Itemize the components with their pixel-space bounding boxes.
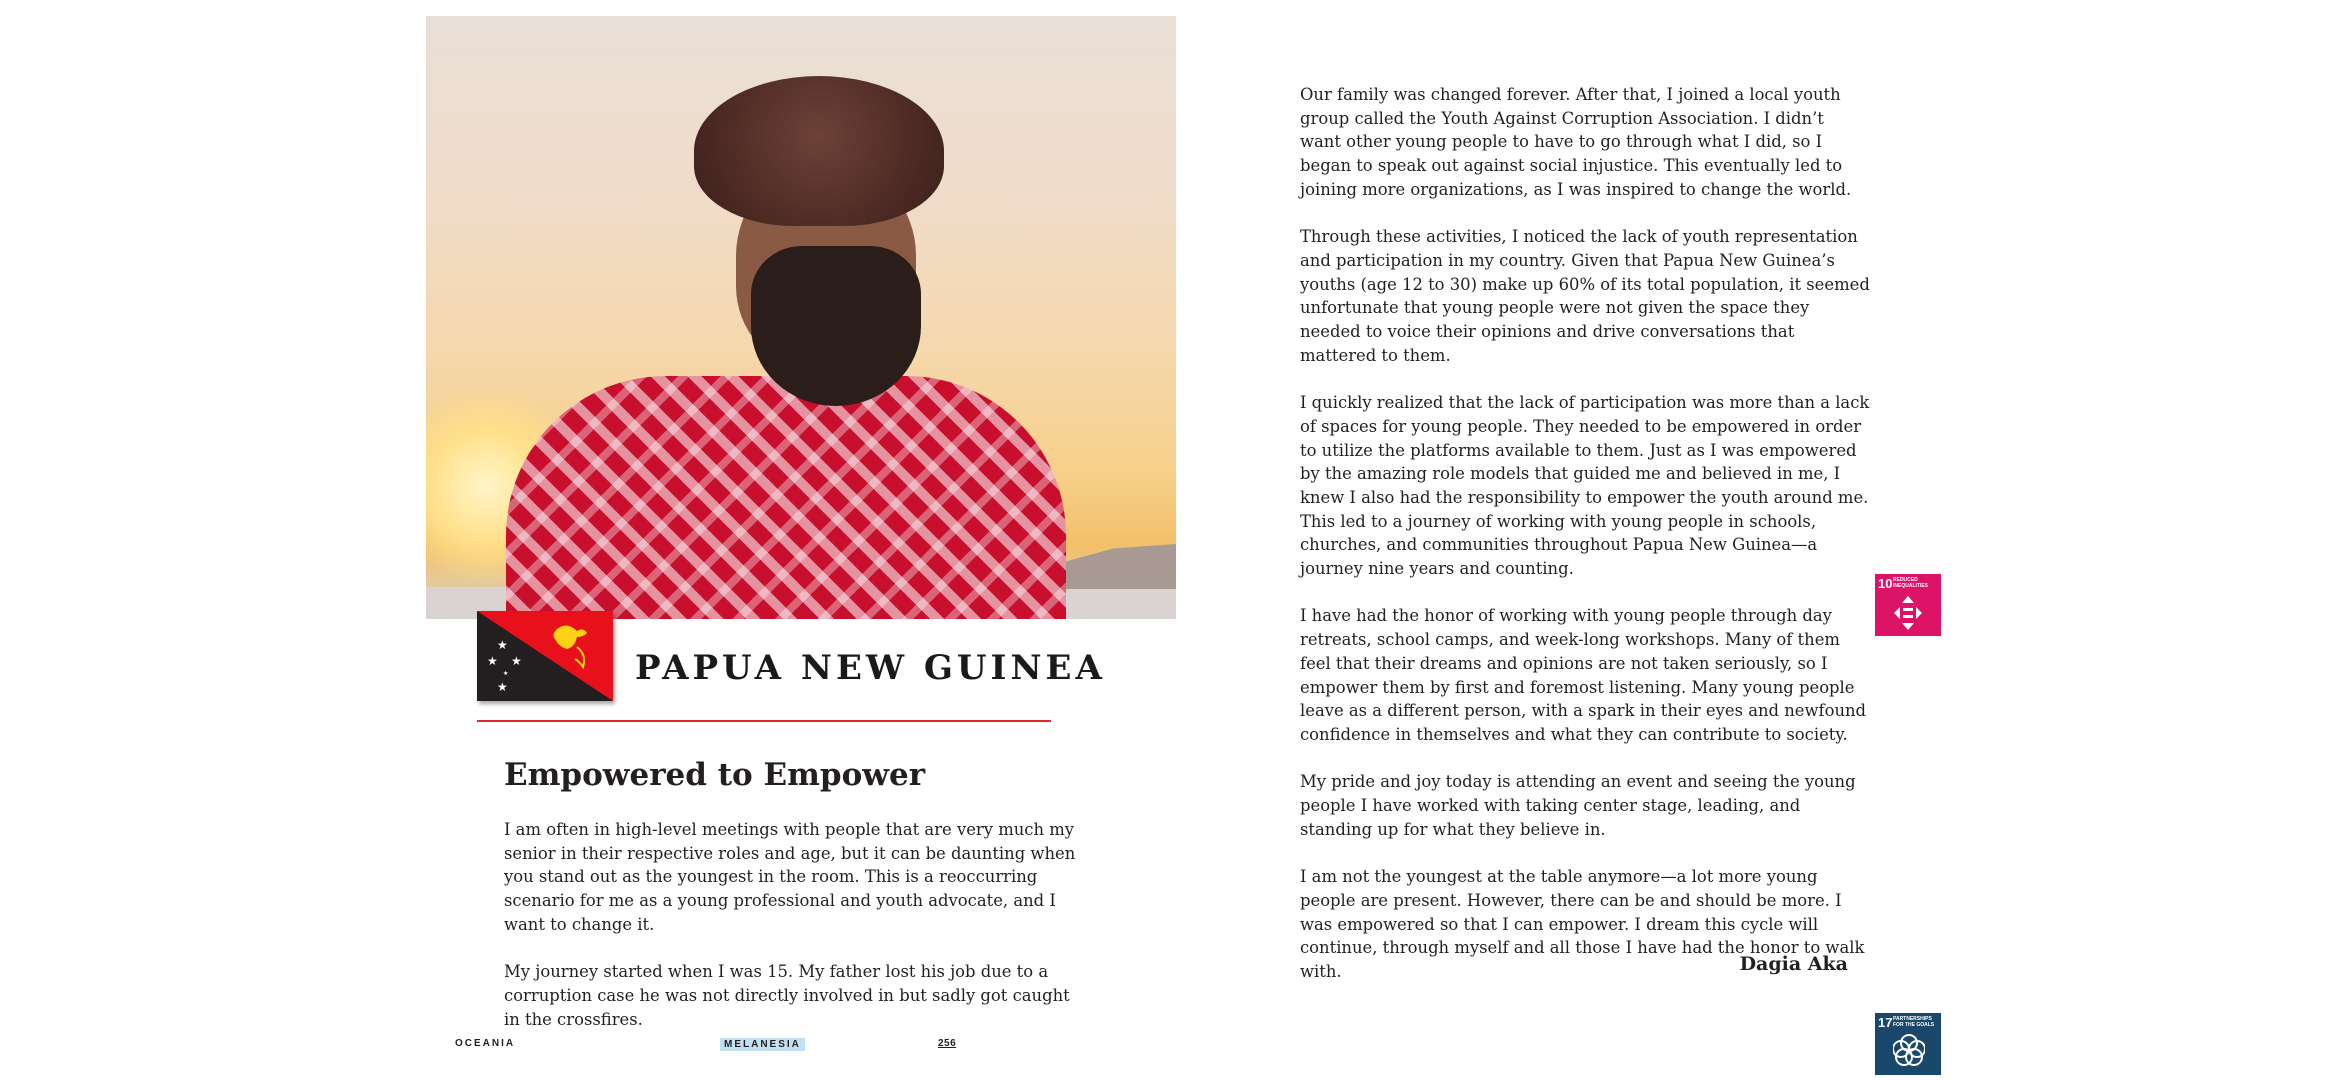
partnerships-icon [1893, 1033, 1925, 1067]
paragraph: I am often in high-level meetings with people that are very much my senior in their respective roles and age, but it can be daunting when you stand out as the youngest in the room. This is a reoccurring scenario for me as a young professional and youth advocate, and I want to change it. [504, 820, 1076, 934]
paragraph: I quickly realized that the lack of participation was more than a lack of spaces for young people. They needed to be empowered in order to utilize the platforms available to them. Just as I was empowered by the amazing role models that guided me and believed in me, I knew I also had the responsibility to empower the youth around me. This led to a journey of working with young people in schools, churches, and communities throughout Papua New Guinea—a journey nine years and counting. [1300, 393, 1870, 579]
right-column [1300, 83, 1870, 1007]
story-title: Empowered to Empower [504, 757, 926, 793]
paragraph: I have had the honor of working with young people through day retreats, school camps, and week-long workshops. Many of them feel that their dreams and opinions are not taken seriously, so I empower them by first and foremost listening. Many young people leave as a different person, with a spark in their eyes and newfound confidence in themselves and what they can contribute to society. [1300, 606, 1867, 744]
patterned-shirt [506, 376, 1066, 619]
reduced-inequalities-icon [1893, 594, 1923, 632]
portrait-beard [751, 246, 921, 406]
hero-photo [426, 16, 1176, 619]
sdg-number: 17 [1878, 1015, 1893, 1030]
svg-text:★: ★ [511, 654, 522, 668]
svg-text:★: ★ [497, 680, 508, 694]
sdg-label-line1: REDUCED [1893, 577, 1918, 583]
portrait-hair [694, 76, 944, 226]
sdg-label-line2: FOR THE GOALS [1893, 1022, 1935, 1028]
divider-line [477, 720, 1051, 722]
paragraph: Through these activities, I noticed the lack of youth representation and participation in my country. Given that Papua New Guinea’s youths (age 12 to 30) make up 60% of its total population, it seemed unfortunate that young people were not given the space they needed to voice their opinions and drive conversations that mattered to them. [1300, 227, 1870, 365]
svg-text:★: ★ [497, 638, 508, 652]
paragraph: I am not the youngest at the table anymore—a lot more young people are present. However, there can be and should be more. I was empowered so that I can empower. I dream this cycle will continue, through myself and all those I have had the honor to walk with. [1300, 867, 1865, 981]
sdg-number: 10 [1878, 576, 1893, 591]
svg-text:★: ★ [503, 670, 509, 677]
paragraph: Our family was changed forever. After that, I joined a local youth group called the Youth Against Corruption Association. I didn’t want other young people to have to go through what I did, so I began to speak out against social injustice. This eventually led to joining more organizations, as I was inspired to change the world. [1300, 85, 1852, 199]
sdg-label-line1: PARTNERSHIPS [1893, 1016, 1932, 1022]
sdg-label-line2: INEQUALITIES [1893, 583, 1929, 589]
footer-region: OCEANIA [455, 1038, 516, 1049]
paragraph: My pride and joy today is attending an event and seeing the young people I have worked with taking center stage, leading, and standing up for what they believe in. [1300, 772, 1856, 839]
footer-subregion-badge: MELANESIA [720, 1038, 805, 1051]
author-name: Dagia Aka [1739, 953, 1848, 975]
page-number: 256 [938, 1038, 957, 1049]
left-column [504, 818, 1084, 1055]
papua-new-guinea-flag-icon [477, 611, 613, 701]
sdg-badge-10 [1875, 574, 1941, 636]
country-name: PAPUA NEW GUINEA [635, 648, 1106, 688]
sdg-label [1893, 1016, 1934, 1028]
sdg-badge-17 [1875, 1013, 1941, 1075]
paragraph: My journey started when I was 15. My father lost his job due to a corruption case he was not directly involved in but sadly got caught in the crossfires. [504, 962, 1070, 1029]
svg-text:★: ★ [487, 654, 498, 668]
sdg-label [1893, 577, 1928, 589]
